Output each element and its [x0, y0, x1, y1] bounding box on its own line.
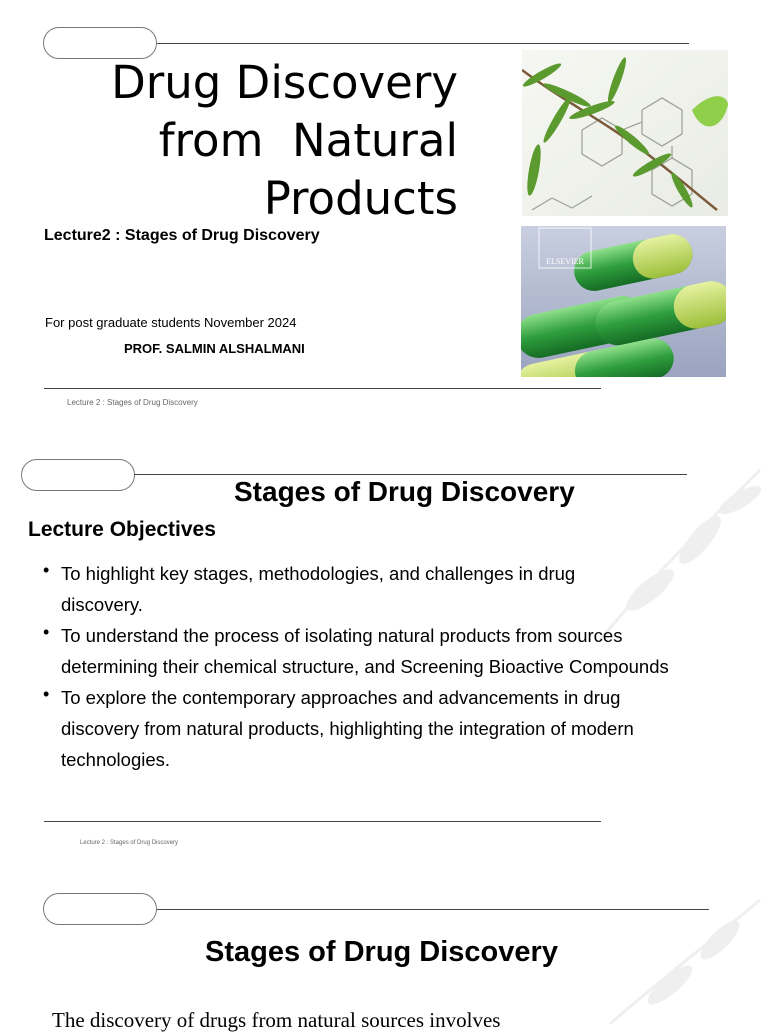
slide-number-pill [21, 459, 135, 491]
slide-footer: Lecture 2 : Stages of Drug Discovery [80, 840, 179, 846]
top-rule [134, 474, 687, 475]
slide-heading: Stages of Drug Discovery [234, 476, 575, 507]
bottom-rule [44, 821, 601, 822]
title-slide [0, 0, 768, 430]
stages-slide [0, 880, 768, 1032]
bottom-rule [44, 388, 601, 389]
slide-heading: Stages of Drug Discovery [205, 936, 558, 968]
top-rule [157, 909, 709, 910]
lecture-subtitle: Lecture2 : Stages of Drug Discovery [44, 227, 320, 244]
page-title [38, 54, 458, 228]
green-capsules-image [521, 226, 726, 377]
objective-item: • To explore the contemporary approaches and advancements in drug discovery from natural products, highlighting the integration of modern technologies. [40, 682, 701, 775]
title-line-2: from Natural [158, 114, 458, 167]
slide-footer: Lecture 2 : Stages of Drug Discovery [67, 398, 198, 407]
herb-branch-molecule-image [522, 50, 728, 216]
leaf-watermark-icon [600, 890, 768, 1024]
elsevier-logo: ELSEVIER [546, 257, 584, 266]
title-line-1: Drug Discovery [111, 56, 458, 109]
title-line-3: Products [263, 172, 458, 225]
objectives-heading: Lecture Objectives [28, 518, 216, 541]
audience-line: For post graduate students November 2024 [45, 315, 297, 330]
slide-number-pill [43, 893, 157, 925]
objectives-slide [0, 440, 768, 860]
objective-item: • To highlight key stages, methodologies, and challenges in drug discovery. [40, 558, 621, 620]
objectives-list [40, 558, 700, 775]
top-rule [157, 43, 689, 44]
slide-body-text: The discovery of drugs from natural sources involves [52, 1008, 501, 1032]
objective-item: • To understand the process of isolating natural products from sources determining their chemical structure, and Screening Bioactive Compounds [40, 620, 681, 682]
author-name: PROF. SALMIN ALSHALMANI [124, 341, 305, 356]
